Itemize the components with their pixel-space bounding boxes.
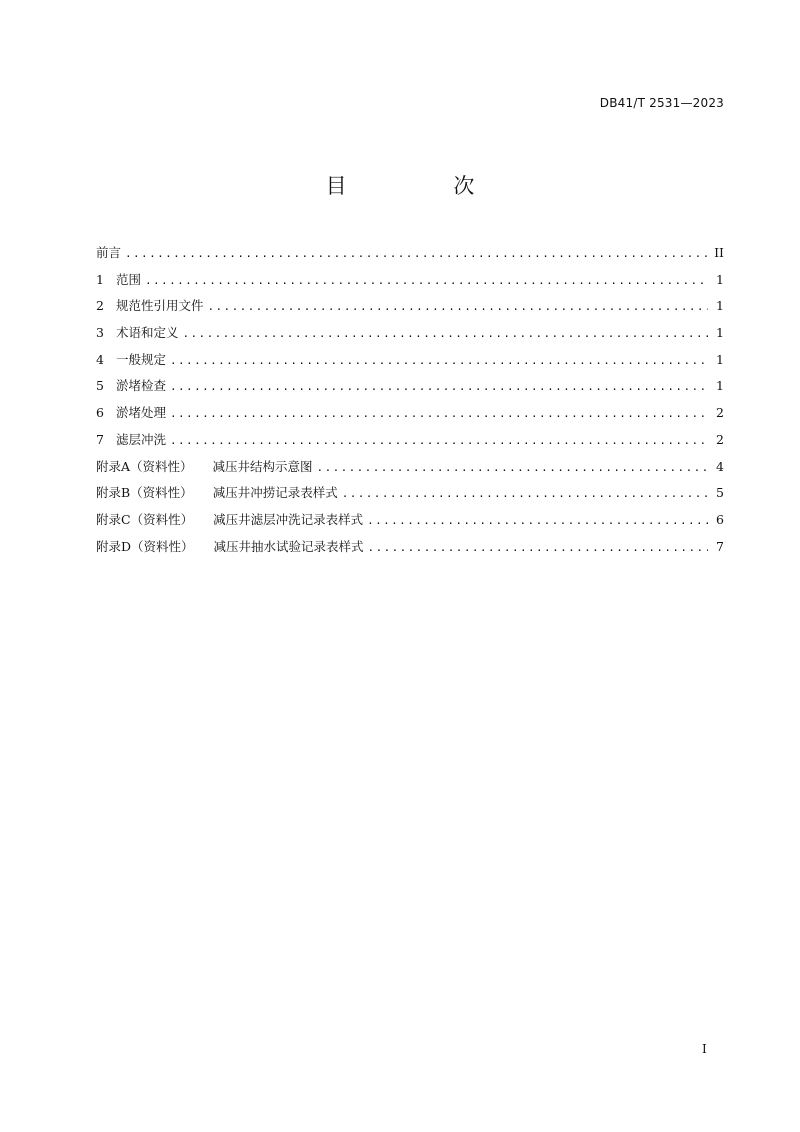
toc-entry-scope[interactable] (96, 267, 724, 294)
appendix-title: 减压井冲捞记录表样式 (212, 485, 338, 501)
toc-leader-dots (125, 241, 708, 268)
toc-entry-clogging-treatment[interactable] (96, 400, 724, 427)
toc-entry-page: 2 (716, 405, 724, 421)
toc-entry-page: II (714, 245, 724, 260)
appendix-title: 减压井结构示意图 (212, 458, 313, 474)
toc-title: 目 次 (325, 174, 525, 198)
toc-entry-appendix-d[interactable] (96, 534, 724, 561)
toc-entry-appendix-a[interactable] (96, 454, 724, 481)
appendix-designation: 附录B（资料性） (96, 485, 193, 501)
toc-entry-foreword[interactable] (96, 240, 724, 267)
appendix-title: 减压井滤层冲洗记录表样式 (213, 511, 364, 527)
toc-leader-dots (170, 374, 708, 401)
toc-entry-label: 术语和定义 (116, 325, 179, 341)
appendix-title: 减压井抽水试验记录表样式 (213, 538, 364, 554)
toc-entry-page: 1 (716, 378, 724, 394)
toc-leader-dots (367, 508, 708, 535)
toc-entry-number: 2 (96, 298, 104, 314)
toc-entry-label: 规范性引用文件 (116, 298, 204, 314)
toc-entry-label: 滤层冲洗 (116, 431, 167, 447)
toc-entry-label: 范围 (116, 271, 142, 287)
toc-entry-page: 1 (716, 325, 724, 341)
toc-entry-number: 5 (96, 378, 104, 394)
toc-entry-page: 2 (716, 431, 724, 447)
appendix-designation: 附录D（资料性） (96, 538, 194, 554)
toc-entry-clogging-inspection[interactable] (96, 373, 724, 400)
toc-entry-normative-references[interactable] (96, 293, 724, 320)
toc-entry-page: 1 (716, 298, 724, 314)
toc-leader-dots (368, 535, 708, 562)
toc-entry-label (96, 480, 338, 507)
toc-entry-number: 7 (96, 431, 104, 447)
toc-leader-dots (208, 294, 708, 321)
toc-entry-page: 6 (716, 511, 724, 527)
toc-entry-page: 1 (716, 351, 724, 367)
toc-entry-filter-flushing[interactable] (96, 427, 724, 454)
toc-entry-general-provisions[interactable] (96, 347, 724, 374)
toc-leader-dots (145, 268, 708, 295)
toc-leader-dots (183, 321, 708, 348)
toc-entry-appendix-b[interactable] (96, 480, 724, 507)
toc-entry-number: 6 (96, 405, 104, 421)
toc-entry-page: 7 (716, 538, 724, 554)
toc-leader-dots (317, 455, 708, 482)
toc-entry-label (96, 454, 313, 481)
toc-leader-dots (170, 428, 708, 455)
toc-entry-label: 前言 (96, 245, 122, 260)
toc-entry-label (96, 507, 363, 534)
toc-entry-page: 1 (716, 271, 724, 287)
toc-entry-label: 淤堵检查 (116, 378, 167, 394)
page-number: I (702, 1042, 707, 1056)
toc-entry-label: 一般规定 (116, 351, 167, 367)
toc-entry-label: 淤堵处理 (116, 405, 167, 421)
toc-entry-appendix-c[interactable] (96, 507, 724, 534)
appendix-designation: 附录C（资料性） (96, 511, 194, 527)
toc-leader-dots (342, 481, 708, 508)
toc-entry-number: 3 (96, 325, 104, 341)
toc-entry-number: 4 (96, 351, 104, 367)
appendix-designation: 附录A（资料性） (96, 458, 193, 474)
toc-entry-terms-definitions[interactable] (96, 320, 724, 347)
toc-entry-page: 5 (716, 485, 724, 501)
table-of-contents (96, 240, 724, 560)
toc-entry-label (96, 534, 364, 561)
document-code: DB41/T 2531—2023 (599, 96, 724, 110)
toc-entry-number: 1 (96, 271, 104, 287)
toc-leader-dots (170, 348, 708, 375)
toc-leader-dots (170, 401, 708, 428)
toc-entry-page: 4 (716, 458, 724, 474)
